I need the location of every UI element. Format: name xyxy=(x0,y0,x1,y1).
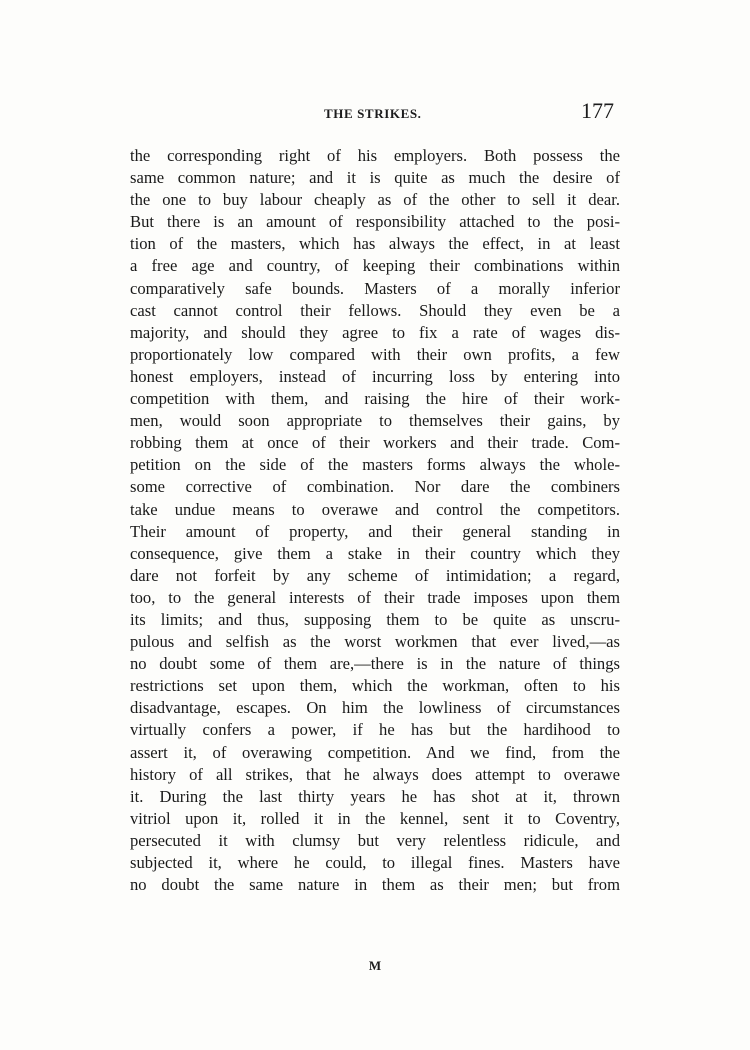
text-line: history of all strikes, that he always does attempt to overawe xyxy=(130,764,620,784)
text-line: competition with them, and raising the hire of their work- xyxy=(130,389,620,409)
text-line: subjected it, where he could, to illegal fines. Masters have xyxy=(130,853,620,872)
text-line: virtually confers a power, if he has but the hardihood to xyxy=(130,720,620,740)
text-line: proportionately low compared with their own profits, a few xyxy=(130,344,620,364)
text-line: no doubt some of them are,—there is in the nature of things xyxy=(130,654,620,674)
text-line: men, would soon appropriate to themselves their gains, by xyxy=(130,411,620,431)
text-line: disadvantage, escapes. On him the lowliness of circumstances xyxy=(130,698,620,718)
text-line: restrictions set upon them, which the workman, often to his xyxy=(130,676,620,696)
text-line: pulous and selfish as the worst workmen that ever lived,—as xyxy=(130,632,620,652)
text-line: petition on the side of the masters forms always the whole- xyxy=(130,455,620,475)
running-title: THE STRIKES. xyxy=(324,106,422,121)
text-line: no doubt the same nature in them as their men; but from xyxy=(130,875,620,895)
text-line: tion of the masters, which has always the effect, in at least xyxy=(130,234,620,254)
text-line: robbing them at once of their workers and their trade. Com- xyxy=(130,433,620,453)
text-line: assert it, of overawing competition. And we find, from the xyxy=(130,742,620,762)
signature-mark: M xyxy=(368,958,382,973)
text-line: take undue means to overawe and control the competitors. xyxy=(130,499,620,519)
text-line: honest employers, instead of incurring loss by entering into xyxy=(130,366,620,386)
text-line: Their amount of property, and their general standing in xyxy=(130,521,620,541)
text-line: same common nature; and it is quite as much the desire of xyxy=(130,168,620,188)
text-line: consequence, give them a stake in their country which they xyxy=(130,543,620,563)
text-line: some corrective of combination. Nor dare the combiners xyxy=(130,477,620,497)
text-line: the one to buy labour cheaply as of the other to sell it dear. xyxy=(130,190,620,210)
text-line: vitriol upon it, rolled it in the kennel, sent it to Coventry, xyxy=(130,808,620,828)
text-line: its limits; and thus, supposing them to be quite as unscru- xyxy=(130,609,620,629)
text-line: it. During the last thirty years he has shot at it, thrown xyxy=(130,786,620,806)
text-line: persecuted it with clumsy but very relentless ridicule, and xyxy=(130,830,620,850)
body-text xyxy=(130,145,620,896)
text-line: But there is an amount of responsibility attached to the posi- xyxy=(130,212,620,232)
running-head xyxy=(130,98,620,128)
text-line: dare not forfeit by any scheme of intimidation; a regard, xyxy=(130,565,620,585)
text-line: a free age and country, of keeping their combinations within xyxy=(130,256,620,276)
page-number: 177 xyxy=(581,98,614,123)
text-line: the corresponding right of his employers. Both possess the xyxy=(130,146,620,165)
text-line: cast cannot control their fellows. Should they even be a xyxy=(130,300,620,320)
text-line: too, to the general interests of their trade imposes upon them xyxy=(130,587,620,607)
text-line: comparatively safe bounds. Masters of a morally inferior xyxy=(130,278,620,298)
text-line: majority, and should they agree to fix a rate of wages dis- xyxy=(130,322,620,342)
